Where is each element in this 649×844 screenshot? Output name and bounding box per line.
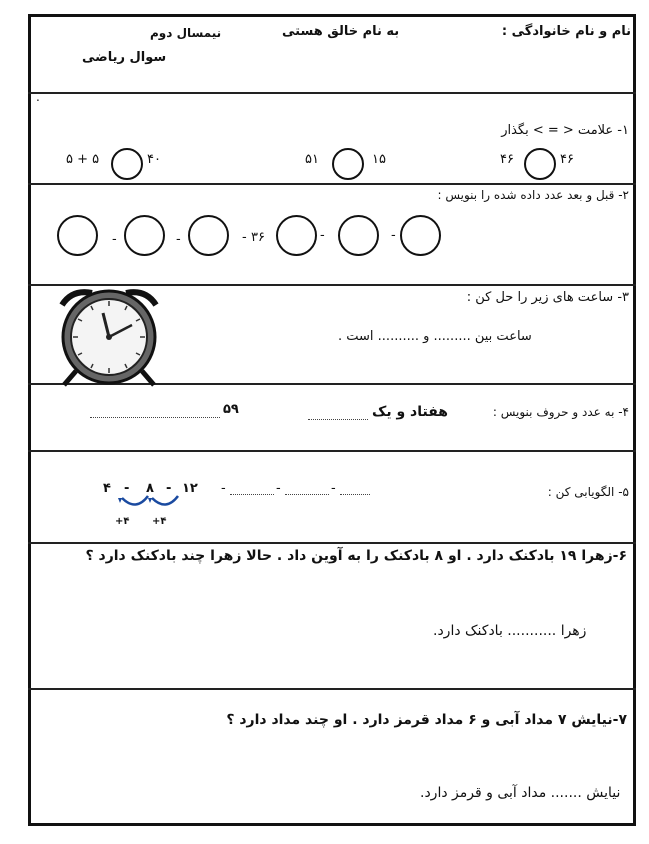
q5-step-1: +۴ <box>152 516 167 527</box>
section-divider <box>28 450 636 452</box>
q4-answer-line-1[interactable] <box>308 419 368 420</box>
q1-b-answer-circle[interactable] <box>332 148 364 180</box>
q5-blank-3[interactable] <box>340 494 370 495</box>
q1-a-answer-circle[interactable] <box>524 148 556 180</box>
q6-answer: زهرا ........... بادکنک دارد. <box>433 623 587 639</box>
subject-label: سوال ریاضی <box>82 50 167 65</box>
q2-dash: - <box>391 228 396 243</box>
section-divider <box>28 183 636 185</box>
q2-dash: - <box>242 230 247 245</box>
q5-dash: - <box>331 481 336 496</box>
q5-dash: - <box>124 481 130 496</box>
q1-c-right: ۵ + ۵ <box>66 152 100 167</box>
q3-title: ۳- ساعت های زیر را حل کن : <box>466 290 629 305</box>
q1-c-left: ۴۰ <box>147 152 161 167</box>
stray-dot: . <box>36 90 40 104</box>
q4-answer-line-2[interactable] <box>90 417 220 418</box>
q2-given-number: ۳۶ <box>251 230 265 245</box>
q1-b-left: ۱۵ <box>372 152 386 167</box>
q2-circle-5[interactable] <box>124 215 165 256</box>
q4-number: ۵۹ <box>223 402 239 417</box>
q7-question: ۷-نیایش ۷ مداد آبی و ۶ مداد قرمز دارد . او چند مداد دارد ؟ <box>226 712 627 728</box>
semester-label: نیمسال دوم <box>150 26 222 40</box>
q4-title: ۴- به عدد و حروف بنویس : <box>492 405 629 419</box>
page-title: به نام خالق هستی <box>282 24 400 39</box>
q1-b-right: ۵۱ <box>305 152 319 167</box>
q5-number-1: ۱۲ <box>182 481 198 496</box>
q5-number-3: ۴ <box>103 481 111 496</box>
q5-dash: - <box>166 481 172 496</box>
q5-arrows-icon <box>96 494 206 514</box>
q2-circle-3[interactable] <box>276 215 317 256</box>
section-divider <box>28 92 636 94</box>
q2-circle-2[interactable] <box>338 215 379 256</box>
q2-dash: - <box>112 232 117 247</box>
q2-title: ۲- قبل و بعد عدد داده شده را بنویس : <box>437 188 629 202</box>
q1-a-right: ۴۶ <box>500 152 514 167</box>
section-divider <box>28 542 636 544</box>
q1-title: ۱- علامت < = > بگذار <box>501 123 629 138</box>
q3-answer-sentence: ساعت بین ......... و .......... است . <box>338 329 532 344</box>
q5-step-2: +۴ <box>115 516 130 527</box>
q2-dash: - <box>176 232 181 247</box>
q2-circle-1[interactable] <box>400 215 441 256</box>
q5-blank-2[interactable] <box>285 494 329 495</box>
student-name-label: نام و نام خانوادگی : <box>501 24 631 39</box>
q1-c-answer-circle[interactable] <box>111 148 143 180</box>
q1-a-left: ۴۶ <box>560 152 574 167</box>
q7-answer: نیایش ....... مداد آبی و قرمز دارد. <box>420 785 621 801</box>
q2-circle-6[interactable] <box>57 215 98 256</box>
q5-number-2: ۸ <box>146 481 154 496</box>
section-divider <box>28 284 636 286</box>
q2-circle-4[interactable] <box>188 215 229 256</box>
q2-dash: - <box>320 228 325 243</box>
q5-blank-1[interactable] <box>230 494 274 495</box>
q5-dash: - <box>221 481 226 496</box>
clock-icon <box>54 287 164 387</box>
q4-words: هفتاد و یک <box>372 404 448 420</box>
section-divider <box>28 688 636 690</box>
q5-dash: - <box>276 481 281 496</box>
q6-question: ۶-زهرا ۱۹ بادکنک دارد . او ۸ بادکنک را به آوین داد . حالا زهرا چند بادکنک دارد ؟ <box>85 548 627 564</box>
q5-title: ۵- الگویابی کن : <box>547 485 629 499</box>
